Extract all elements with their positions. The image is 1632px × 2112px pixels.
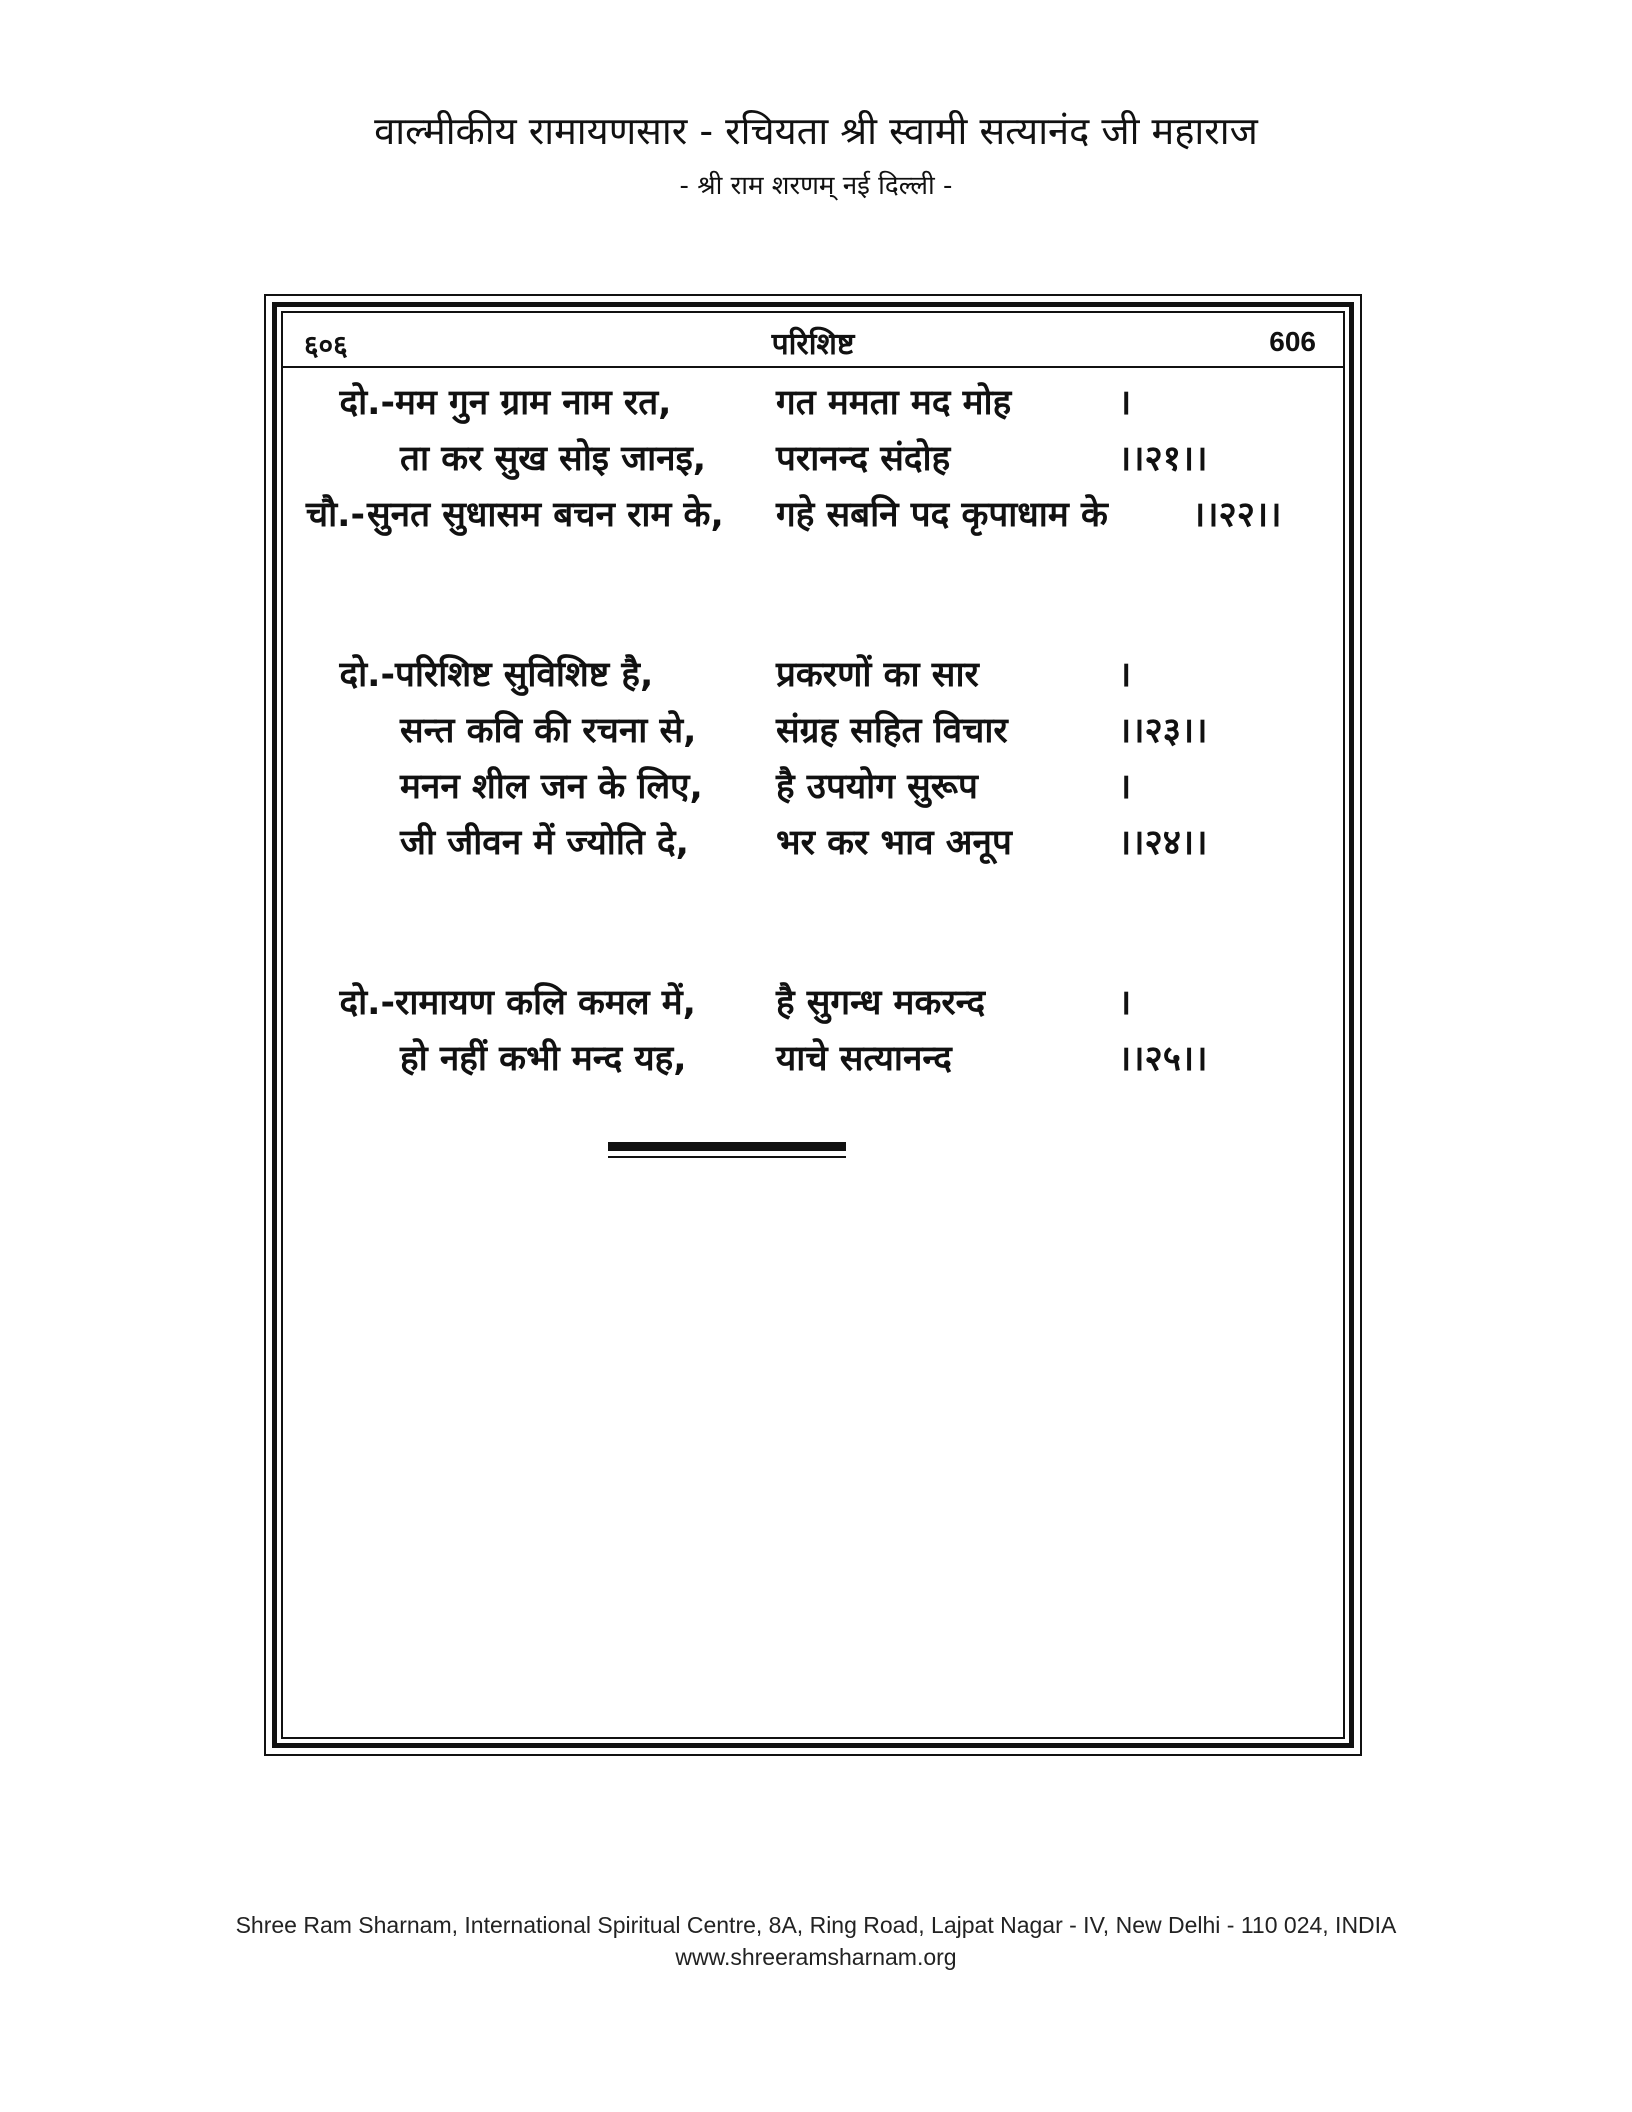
verse-first-half: जी जीवन में ज्योति दे, — [400, 823, 689, 863]
verse-mark: । — [1118, 767, 1132, 807]
verse-mark: । — [1118, 383, 1132, 423]
end-ornament-line — [608, 1156, 846, 1158]
verse-mark: ।।२३।। — [1118, 711, 1208, 751]
verse-second-half: संग्रह सहित विचार — [776, 711, 1008, 751]
verse-second-half: प्रकरणों का सार — [776, 655, 979, 695]
heading-rule — [282, 366, 1344, 368]
page-number-devanagari: ६०६ — [304, 329, 348, 362]
page-number-latin: 606 — [1269, 326, 1316, 357]
verse-first-half: मम गुन ग्राम नाम रत, — [395, 383, 672, 423]
verse-first-half: हो नहीं कभी मन्द यह, — [400, 1039, 687, 1079]
end-ornament-bar — [608, 1142, 846, 1151]
verse-second-half: है उपयोग सुरूप — [776, 767, 978, 807]
verse-first-half: रामायण कलि कमल में, — [395, 983, 696, 1023]
verse-mark: ।।२१।। — [1118, 439, 1208, 479]
publisher-line: - श्री राम शरणम् नई दिल्ली - — [679, 171, 953, 201]
verse-first-half: परिशिष्ट सुविशिष्ट है, — [395, 655, 654, 695]
verse-second-half: है सुगन्ध मकरन्द — [776, 983, 986, 1023]
verse-second-half: गत ममता मद मोह — [776, 383, 1012, 423]
verse-label: चौ.- — [305, 495, 365, 535]
verse-second-half: परानन्द संदोह — [776, 439, 951, 479]
verse-label: दो.- — [339, 383, 395, 423]
verse-label: दो.- — [339, 983, 395, 1023]
verse-first-half: सुनत सुधासम बचन राम के, — [367, 495, 724, 535]
verse-mark: । — [1118, 655, 1132, 695]
footer-address: Shree Ram Sharnam, International Spiritual Centre, 8A, Ring Road, Lajpat Nagar - IV, New Delhi - 110 024, INDIA — [235, 1912, 1397, 1938]
page-heading — [282, 320, 1344, 364]
verse-second-half: भर कर भाव अनूप — [776, 823, 1012, 863]
verse-mark: । — [1118, 983, 1132, 1023]
verse-second-half: गहे सबनि पद कृपाधाम के — [776, 495, 1108, 535]
verse-first-half: ता कर सुख सोइ जानइ, — [400, 439, 707, 479]
section-title: परिशिष्ट — [771, 327, 855, 362]
footer-website: www.shreeramsharnam.org — [675, 1944, 957, 1970]
verse-second-half: याचे सत्यानन्द — [776, 1039, 952, 1079]
verse-first-half: सन्त कवि की रचना से, — [400, 711, 697, 751]
verse-first-half: मनन शील जन के लिए, — [400, 767, 703, 807]
verse-mark: ।।२४।। — [1118, 823, 1208, 863]
verse-mark: ।।२२।। — [1192, 495, 1282, 535]
book-title: वाल्मीकीय रामायणसार - रचियता श्री स्वामी सत्यानंद जी महाराज — [374, 109, 1258, 153]
verse-mark: ।।२५।। — [1118, 1039, 1208, 1079]
verse-label: दो.- — [339, 655, 395, 695]
